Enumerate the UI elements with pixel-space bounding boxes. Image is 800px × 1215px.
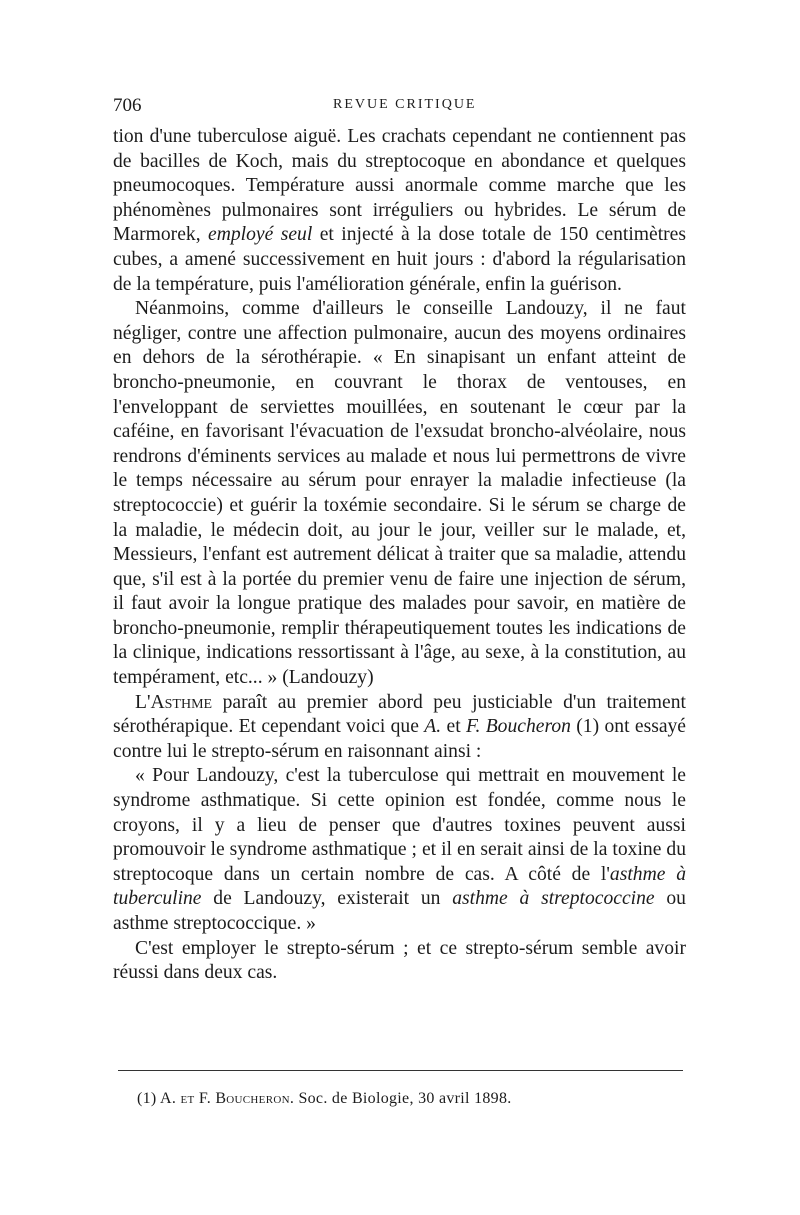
paragraph-3: L'Asthme paraît au premier abord peu justiciable d'un traitement sérothérapique. Et cependant voici que A. et F. Boucheron (1) ont essayé contre lui le strepto-sérum en raisonnant ainsi :: [113, 691, 687, 762]
page-number: 706: [113, 95, 142, 116]
running-title: REVUE CRITIQUE: [333, 97, 477, 112]
paragraph-5: C'est employer le strepto-sérum ; et ce strepto-sérum semble avoir réussi dans deux cas.: [113, 937, 686, 984]
page-header: [113, 95, 686, 125]
footnote-divider: [118, 1070, 683, 1071]
document-page: [113, 95, 686, 986]
emphasis: employé seul: [208, 224, 313, 246]
paragraph-1: tion d'une tuberculose aiguë. Les crachats cependant ne contiennent pas de bacilles de Koch, mais du streptocoque en abondance et quelques pneumocoques. Température aussi anormale comme marche que les phénomènes pulmonaires sont irréguliers ou hybrides. Le sérum de Marmorek, employé seul et injecté à la dose totale de 150 centimètres cubes, a amené successivement en huit jours : d'abord la régularisation de la température, puis l'amélioration générale, enfin la guérison.: [113, 126, 686, 295]
body-text: [113, 125, 686, 986]
paragraph-4: « Pour Landouzy, c'est la tuberculose qui mettrait en mouvement le syndrome asthmatique. Si cette opinion est fondée, comme nous le croyons, il y a lieu de penser que d'autres toxines peuvent aussi promouvoir le syndrome asthmatique ; et il en serait ainsi de la toxine du streptocoque dans un certain nombre de cas. A côté de l'asthme à tuberculine de Landouzy, existerait un asthme à streptococcine ou asthme streptococcique. »: [113, 765, 686, 934]
paragraph-2: Néanmoins, comme d'ailleurs le conseille Landouzy, il ne faut négliger, contre une affection pulmonaire, aucun des moyens ordinaires en dehors de la sérothérapie. « En sinapisant un enfant atteint de broncho-pneumonie, en couvrant le thorax de ventouses, en l'enveloppant de serviettes mouillées, en soutenant le cœur par la caféine, en favorisant l'évacuation de l'exsudat broncho-alvéolaire, nous rendrons d'éminents services au malade et nous lui permettrons de vivre le temps nécessaire au sérum pour enrayer la maladie infectieuse (la streptococcie) et guérir la toxémie secondaire. Si le sérum se charge de la maladie, le médecin doit, au jour le jour, veiller sur le malade, et, Messieurs, l'enfant est autrement délicat à traiter que sa maladie, attendu que, s'il est à la portée du premier venu de faire une injection de sérum, il faut avoir la longue pratique des malades pour savoir, en matière de broncho-pneumonie, remplir thérapeutiquement toutes les indications de la clinique, indications ressortissant à l'âge, au sexe, à la constitution, au tempérament, etc... » (Landouzy): [113, 298, 686, 689]
footnote: (1) A. et F. Boucheron. Soc. de Biologie, 30 avril 1898.: [137, 1090, 512, 1107]
